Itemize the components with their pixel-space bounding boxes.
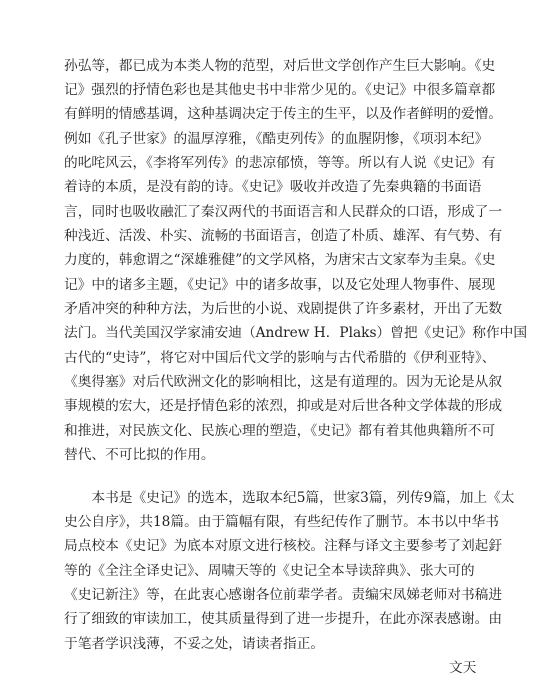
paragraph-1-line: 《奥得塞》对后代欧洲文化的影响相比，这是有道理的。因为无论是从叙	[64, 374, 503, 390]
paragraph-1-line: 替代、不可比拟的作用。	[64, 447, 215, 463]
paragraph-1-line: 法门。当代美国汉学家浦安迪（Andrew H．Plaks）曾把《史记》称作中国	[64, 325, 528, 341]
paragraph-1-line: 事规模的宏大，还是抒情色彩的浓烈，抑或是对后世各种文学体裁的形成	[64, 398, 503, 414]
paragraph-1-line: 矛盾冲突的种种方法，为后世的小说、戏剧提供了许多素材，开出了无数	[64, 301, 503, 317]
paragraph-2-line: 行了细致的审读加工，使其质量得到了进一步提升，在此亦深表感谢。由	[64, 611, 503, 627]
paragraph-2-line: 史公自序》，共18篇。由于篇幅有限，有些纪传作了删节。本书以中华书	[64, 514, 499, 530]
paragraph-1-line: 和推进，对民族文化、民族心理的塑造，《史记》都有着其他典籍所不可	[64, 423, 496, 439]
paragraph-2-line: 于笔者学识浅薄，不妥之处，请读者指正。	[64, 636, 325, 652]
author-signature: 文天	[449, 660, 477, 676]
paragraph-1-line: 有鲜明的情感基调，这种基调决定于传主的生平，以及作者鲜明的爱憎。	[64, 106, 503, 122]
paragraph-1-line: 种浅近、活泼、朴实、流畅的书面语言，创造了朴质、雄浑、有气势、有	[64, 228, 503, 244]
paragraph-1-line: 着诗的本质，是没有韵的诗。《史记》吸收并改造了先秦典籍的书面语	[64, 179, 482, 195]
paragraph-1-line: 力度的，韩愈谓之“深雄雅健”的文学风格，为唐宋古文家奉为圭臬。《史	[64, 252, 496, 268]
paragraph-2-line: 等的《全注全译史记》、周啸天等的《史记全本导读辞典》、张大可的	[64, 563, 475, 579]
paragraph-1-line: 的叱咤风云，《李将军列传》的悲凉郁愤，等等。所以有人说《史记》有	[64, 155, 496, 171]
paragraph-1-line: 孙弘等，都已成为本类人物的范型，对后世文学创作产生巨大影响。《史	[64, 58, 496, 74]
paragraph-1-line: 记》强烈的抒情色彩也是其他史书中非常少见的。《史记》中很多篇章都	[64, 82, 496, 98]
paragraph-2-line: 《史记新注》等，在此衷心感谢各位前辈学者。责编宋凤娣老师对书稿进	[64, 587, 503, 603]
paragraph-2-line: 局点校本《史记》为底本对原文进行核校。注释与译文主要参考了刘起釪	[64, 538, 503, 554]
paragraph-1-line: 记》中的诸多主题，《史记》中的诸多故事，以及它处理人物事件、展现	[64, 277, 496, 293]
paragraph-1-line: 古代的“史诗”，将它对中国后代文学的影响与古代希腊的《伊利亚特》、	[64, 350, 496, 366]
paragraph-1-line: 言，同时也吸收融汇了秦汉两代的书面语言和人民群众的口语，形成了一	[64, 204, 503, 220]
paragraph-2-line: 本书是《史记》的选本，选取本纪5篇，世家3篇，列传9篇，加上《太	[64, 490, 515, 506]
paragraph-1-line: 例如《孔子世家》的温厚淳雅，《酷吏列传》的血腥阴惨，《项羽本纪》	[64, 131, 489, 147]
